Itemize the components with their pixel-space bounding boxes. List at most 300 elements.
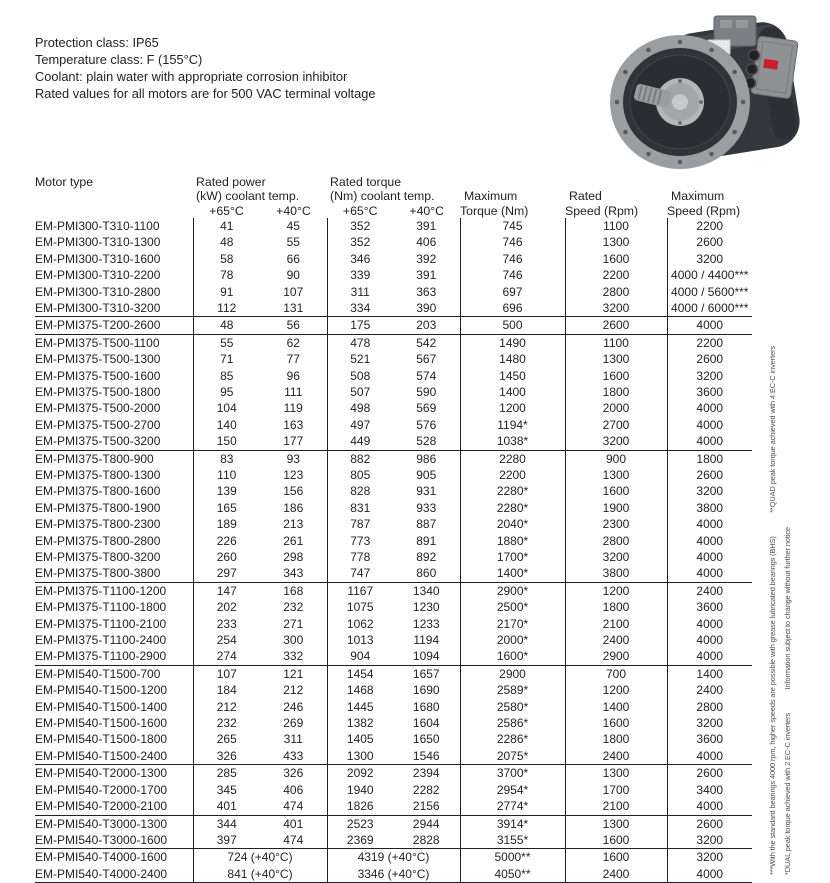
torque-40-cell: 391 xyxy=(416,268,437,283)
torque-40-cell: 1230 xyxy=(412,600,440,615)
rated-speed-cell: 2800 xyxy=(565,284,667,300)
rated-speed-cell: 1700 xyxy=(565,782,667,798)
torque-65-cell: 507 xyxy=(327,384,393,400)
column-header-max-speed: Maximum Speed (Rpm) xyxy=(667,189,741,218)
rated-speed-cell: 2000 xyxy=(565,400,667,416)
motor-type-cell: EM-PMI375-T1100-2900 xyxy=(35,648,193,665)
rated-speed-cell: 2200 xyxy=(565,267,667,283)
torque-65-cell: 773 xyxy=(327,533,393,549)
max-speed-cell: 4000 xyxy=(667,866,752,883)
max-speed-cell: 4000 xyxy=(667,549,752,565)
rated-speed-cell: 1300 xyxy=(565,815,667,832)
power-40-cell: 96 xyxy=(286,368,300,383)
torque-40-cell: 1233 xyxy=(412,616,440,631)
torque-65-cell: 352 xyxy=(327,234,393,250)
motor-group xyxy=(35,815,752,849)
motor-type-cell: EM-PMI540-T1500-1400 xyxy=(35,699,168,714)
rated-speed-cell: 1200 xyxy=(565,582,667,599)
table-row xyxy=(35,549,752,565)
rated-speed-cell: 2100 xyxy=(565,616,667,632)
torque-40-cell: 567 xyxy=(416,352,437,367)
rated-speed-cell: 1600 xyxy=(565,849,667,866)
power-40-cell: 119 xyxy=(283,401,303,416)
rated-speed-cell: 700 xyxy=(565,665,667,682)
motor-spec-table xyxy=(35,175,752,883)
motor-type-cell: EM-PMI540-T2000-1700 xyxy=(35,782,168,797)
torque-40-cell: 576 xyxy=(416,417,437,432)
table-row xyxy=(35,300,752,317)
torque-65-cell: 882 xyxy=(327,450,393,467)
power-40-cell: 300 xyxy=(283,633,304,648)
power-40-cell: 131 xyxy=(260,300,327,317)
power-65-cell: 147 xyxy=(193,582,260,599)
max-speed-cell: 2200 xyxy=(667,218,752,234)
motor-group xyxy=(35,849,752,883)
max-speed-cell: 4000 xyxy=(667,648,752,665)
motor-group xyxy=(35,765,752,815)
rated-torque-cell: 4319 (+40°C) xyxy=(327,849,460,866)
max-speed-cell: 4000 xyxy=(667,317,752,334)
max-speed-cell: 3400 xyxy=(667,782,752,798)
rated-speed-cell: 2400 xyxy=(565,632,667,648)
motor-type-cell: EM-PMI375-T800-3200 xyxy=(35,550,161,565)
max-torque-cell: 1700* xyxy=(460,549,565,565)
max-torque-cell: 1480 xyxy=(460,351,565,367)
torque-65-cell: 1405 xyxy=(327,731,393,747)
power-65-cell: 260 xyxy=(193,549,260,565)
motor-type-cell: EM-PMI375-T1100-1800 xyxy=(35,600,167,615)
torque-40-cell: 2394 xyxy=(412,766,440,781)
coolant-line: Coolant: plain water with appropriate corrosion inhibitor xyxy=(35,69,348,84)
power-40-cell: 121 xyxy=(283,666,304,681)
rated-speed-cell: 1200 xyxy=(565,682,667,698)
power-40-cell: 77 xyxy=(286,352,300,367)
max-torque-cell: 2200 xyxy=(460,467,565,483)
power-40-cell: 186 xyxy=(283,500,304,515)
rated-speed-cell: 2700 xyxy=(565,417,667,433)
torque-65-cell: 339 xyxy=(327,267,393,283)
torque-40-cell: 931 xyxy=(416,484,437,499)
power-65-cell: 401 xyxy=(193,798,260,815)
torque-65-cell: 311 xyxy=(327,284,393,300)
motor-type-cell: EM-PMI300-T310-1100 xyxy=(35,218,160,233)
power-40-cell: 90 xyxy=(286,268,300,283)
max-torque-cell: 4050** xyxy=(460,866,565,883)
rated-speed-cell: 2400 xyxy=(565,866,667,883)
torque-40-cell: 986 xyxy=(416,451,437,466)
power-40-cell: 232 xyxy=(283,600,304,615)
rated-values-line: Rated values for all motors are for 500 VAC terminal voltage xyxy=(35,86,376,101)
rated-speed-cell: 3200 xyxy=(565,300,667,317)
power-40-cell: 406 xyxy=(283,782,304,797)
power-40-cell: 261 xyxy=(283,533,304,548)
torque-65-cell: 521 xyxy=(327,351,393,367)
rated-speed-cell: 1100 xyxy=(565,334,667,351)
table-row xyxy=(35,682,752,698)
power-40-cell: 343 xyxy=(260,565,327,582)
torque-65-cell: 1940 xyxy=(327,782,393,798)
motor-type-cell: EM-PMI540-T2000-2100 xyxy=(35,798,193,815)
torque-40-cell: 933 xyxy=(416,500,437,515)
power-65-cell: 165 xyxy=(193,500,260,516)
max-speed-cell: 1400 xyxy=(667,665,752,682)
table-row xyxy=(35,849,752,866)
table-row xyxy=(35,616,752,632)
torque-65-cell: 2092 xyxy=(327,765,393,782)
torque-65-cell: 508 xyxy=(327,368,393,384)
power-40-cell: 156 xyxy=(283,484,304,499)
max-torque-cell: 2286* xyxy=(460,731,565,747)
torque-40-cell: 2282 xyxy=(412,782,440,797)
table-row xyxy=(35,665,752,682)
max-speed-cell: 2400 xyxy=(667,682,752,698)
torque-65-cell: 787 xyxy=(327,516,393,532)
table-row xyxy=(35,565,752,582)
torque-65-cell: 478 xyxy=(327,334,393,351)
max-speed-cell: 3800 xyxy=(667,500,752,516)
power-65-cell: 226 xyxy=(193,533,260,549)
power-65-cell: 104 xyxy=(193,400,260,416)
max-speed-cell: 4000 xyxy=(667,516,752,532)
max-speed-cell: 4000 / 5600*** xyxy=(667,284,752,300)
torque-40-cell: 891 xyxy=(416,533,437,548)
rated-speed-cell: 1300 xyxy=(565,765,667,782)
torque-40-cell: 590 xyxy=(416,384,437,399)
max-torque-cell: 2900* xyxy=(460,582,565,599)
power-65-cell: 326 xyxy=(193,748,260,765)
max-torque-cell: 2280* xyxy=(460,500,565,516)
power-temp-65-header: +65°C xyxy=(209,203,244,218)
torque-40-cell: 569 xyxy=(416,401,437,416)
table-row xyxy=(35,798,752,815)
power-40-cell: 55 xyxy=(286,235,300,250)
torque-65-cell: 1454 xyxy=(327,665,393,682)
torque-65-cell: 449 xyxy=(327,433,393,450)
max-speed-cell: 2400 xyxy=(667,582,752,599)
power-65-cell: 344 xyxy=(193,815,260,832)
max-speed-cell: 2600 xyxy=(667,765,752,782)
protection-class-line: Protection class: IP65 xyxy=(35,35,159,50)
column-header-motor-type: Motor type xyxy=(35,175,94,189)
power-40-cell: 298 xyxy=(283,550,304,565)
max-torque-cell: 1200 xyxy=(460,400,565,416)
rated-speed-cell: 1300 xyxy=(565,467,667,483)
table-row xyxy=(35,467,752,483)
torque-40-cell: 363 xyxy=(416,284,437,299)
torque-65-cell: 1445 xyxy=(327,699,393,715)
rated-speed-cell: 2600 xyxy=(565,317,667,334)
rated-speed-cell: 2800 xyxy=(565,533,667,549)
torque-40-cell: 887 xyxy=(416,517,437,532)
power-65-cell: 110 xyxy=(193,467,260,483)
rated-speed-cell: 2300 xyxy=(565,516,667,532)
max-torque-cell: 746 xyxy=(460,267,565,283)
power-40-cell: 212 xyxy=(283,683,304,698)
power-65-cell: 345 xyxy=(193,782,260,798)
motor-type-cell: EM-PMI375-T500-2000 xyxy=(35,401,161,416)
motor-type-cell: EM-PMI540-T1500-700 xyxy=(35,666,161,681)
rated-speed-cell: 1600 xyxy=(565,251,667,267)
spec-summary-block xyxy=(35,34,375,102)
torque-40-cell: 1194 xyxy=(413,633,440,648)
torque-temp-40-header: +40°C xyxy=(409,203,445,218)
power-40-cell: 332 xyxy=(260,648,327,665)
torque-65-cell: 1826 xyxy=(327,798,393,815)
max-speed-cell: 4000 xyxy=(667,632,752,648)
motor-type-cell: EM-PMI540-T4000-1600 xyxy=(35,850,168,865)
motor-type-cell: EM-PMI375-T800-2300 xyxy=(35,517,161,532)
max-torque-cell: 1450 xyxy=(460,368,565,384)
max-speed-cell: 3200 xyxy=(667,368,752,384)
torque-65-cell: 831 xyxy=(327,500,393,516)
table-row xyxy=(35,267,752,283)
max-torque-cell: 746 xyxy=(460,234,565,250)
column-header-rated-power: Rated power (kW) coolant temp. +65°C +40°C xyxy=(193,175,327,218)
max-torque-cell: 2954* xyxy=(460,782,565,798)
max-speed-cell: 4000 xyxy=(667,798,752,815)
power-65-cell: 95 xyxy=(193,384,260,400)
power-65-cell: 232 xyxy=(193,715,260,731)
torque-40-cell: 2156 xyxy=(393,798,460,815)
motor-type-cell: EM-PMI540-T1500-2400 xyxy=(35,748,193,765)
max-speed-cell: 4000 xyxy=(667,616,752,632)
power-40-cell: 213 xyxy=(283,517,304,532)
power-40-cell: 326 xyxy=(283,766,304,781)
torque-40-cell: 391 xyxy=(416,218,437,233)
max-torque-cell: 2774* xyxy=(460,798,565,815)
table-row xyxy=(35,765,752,782)
power-40-cell: 269 xyxy=(283,716,304,731)
motor-type-cell: EM-PMI375-T800-2800 xyxy=(35,533,161,548)
torque-65-cell: 2523 xyxy=(327,815,393,832)
table-row xyxy=(35,368,752,384)
max-speed-cell: 2600 xyxy=(667,467,752,483)
max-torque-cell: 500 xyxy=(460,317,565,334)
power-40-cell: 111 xyxy=(284,384,303,399)
table-row xyxy=(35,218,752,234)
torque-40-cell: 1690 xyxy=(412,683,440,698)
rated-speed-cell: 1800 xyxy=(565,731,667,747)
table-row xyxy=(35,866,752,883)
max-torque-cell: 1038* xyxy=(460,433,565,450)
table-row xyxy=(35,632,752,648)
max-speed-cell: 4000 xyxy=(667,748,752,765)
motor-type-cell: EM-PMI375-T1100-2400 xyxy=(35,633,167,648)
power-40-cell: 123 xyxy=(283,467,304,482)
power-65-cell: 285 xyxy=(193,765,260,782)
power-40-cell: 271 xyxy=(283,616,304,631)
power-65-cell: 71 xyxy=(193,351,260,367)
max-speed-cell: 4000 xyxy=(667,400,752,416)
power-40-cell: 474 xyxy=(260,798,327,815)
power-65-cell: 58 xyxy=(193,251,260,267)
rated-speed-cell: 3200 xyxy=(565,433,667,450)
rated-speed-cell: 2400 xyxy=(565,748,667,765)
torque-65-cell: 1167 xyxy=(327,582,393,599)
table-row xyxy=(35,334,752,351)
max-speed-cell: 4000 / 4400*** xyxy=(667,267,752,283)
motor-type-cell: EM-PMI375-T500-3200 xyxy=(35,433,193,450)
power-temp-40-header: +40°C xyxy=(276,203,311,218)
max-torque-cell: 2040* xyxy=(460,516,565,532)
column-header-rated-speed: Rated Speed (Rpm) xyxy=(565,189,639,218)
torque-65-cell: 1062 xyxy=(327,616,393,632)
power-40-cell: 246 xyxy=(283,699,304,714)
motor-type-cell: EM-PMI375-T500-1300 xyxy=(35,352,161,367)
table-row xyxy=(35,832,752,849)
power-65-cell: 83 xyxy=(193,450,260,467)
table-row xyxy=(35,699,752,715)
max-torque-cell: 1194* xyxy=(460,417,565,433)
torque-40-cell: 203 xyxy=(393,317,460,334)
table-row xyxy=(35,433,752,450)
torque-40-cell: 2828 xyxy=(393,832,460,849)
motor-type-cell: EM-PMI375-T800-3800 xyxy=(35,565,193,582)
max-torque-cell: 2900 xyxy=(460,665,565,682)
motor-group xyxy=(35,317,752,334)
power-40-cell: 66 xyxy=(286,251,300,266)
max-speed-cell: 3200 xyxy=(667,832,752,849)
max-torque-cell: 2580* xyxy=(460,699,565,715)
footnote-dual-info: *DUAL peak torque achieved with 2 EC-C inverters Information subject to change without further notice xyxy=(783,527,792,875)
max-torque-cell: 1600* xyxy=(460,648,565,665)
max-torque-cell: 5000** xyxy=(460,849,565,866)
max-speed-cell: 4000 xyxy=(667,565,752,582)
max-speed-cell: 4000 xyxy=(667,533,752,549)
max-torque-cell: 696 xyxy=(460,300,565,317)
torque-65-cell: 334 xyxy=(327,300,393,317)
power-65-cell: 397 xyxy=(193,832,260,849)
table-row xyxy=(35,516,752,532)
motor-type-cell: EM-PMI540-T1500-1600 xyxy=(35,716,168,731)
motor-type-cell: EM-PMI375-T500-1100 xyxy=(35,335,160,350)
motor-photo-svg xyxy=(596,10,816,170)
rated-speed-cell: 2100 xyxy=(565,798,667,815)
motor-group xyxy=(35,665,752,764)
power-65-cell: 78 xyxy=(193,267,260,283)
power-65-cell: 107 xyxy=(193,665,260,682)
table-row xyxy=(35,782,752,798)
torque-40-cell: 2944 xyxy=(412,816,440,831)
max-speed-cell: 2600 xyxy=(667,234,752,250)
max-torque-cell: 1880* xyxy=(460,533,565,549)
power-65-cell: 139 xyxy=(193,483,260,499)
torque-65-cell: 2369 xyxy=(327,832,393,849)
motor-group xyxy=(35,582,752,665)
power-40-cell: 401 xyxy=(283,816,304,831)
motor-type-cell: EM-PMI300-T310-2200 xyxy=(35,268,161,283)
rated-speed-cell: 1400 xyxy=(565,699,667,715)
table-row xyxy=(35,351,752,367)
motor-type-cell: EM-PMI375-T1100-2100 xyxy=(35,616,167,631)
power-65-cell: 140 xyxy=(193,417,260,433)
table-row xyxy=(35,483,752,499)
motor-type-cell: EM-PMI540-T1500-1200 xyxy=(35,683,168,698)
motor-type-cell: EM-PMI540-T3000-1600 xyxy=(35,832,193,849)
rated-speed-cell: 1800 xyxy=(565,384,667,400)
column-header-rated-torque: Rated torque (Nm) coolant temp. +65°C +40°C xyxy=(327,175,460,218)
torque-40-cell: 1340 xyxy=(412,583,440,598)
torque-65-cell: 497 xyxy=(327,417,393,433)
motor-type-cell: EM-PMI375-T200-2600 xyxy=(35,317,193,334)
max-torque-cell: 3914* xyxy=(460,815,565,832)
max-speed-cell: 3200 xyxy=(667,251,752,267)
max-speed-cell: 3600 xyxy=(667,731,752,747)
power-40-cell: 45 xyxy=(286,218,300,233)
rated-speed-cell: 1800 xyxy=(565,599,667,615)
torque-40-cell: 574 xyxy=(416,368,437,383)
motor-front-flange xyxy=(610,35,750,169)
power-40-cell: 168 xyxy=(283,583,304,598)
max-speed-cell: 4000 / 6000*** xyxy=(667,300,752,317)
power-65-cell: 48 xyxy=(193,317,260,334)
column-header-max-torque: Maximum Torque (Nm) xyxy=(460,189,529,218)
torque-65-cell: 1075 xyxy=(327,599,393,615)
torque-40-cell: 860 xyxy=(393,565,460,582)
max-torque-cell: 2170* xyxy=(460,616,565,632)
power-40-cell: 93 xyxy=(286,451,300,466)
power-65-cell: 297 xyxy=(193,565,260,582)
max-torque-cell: 2075* xyxy=(460,748,565,765)
max-speed-cell: 3600 xyxy=(667,384,752,400)
max-speed-cell: 2800 xyxy=(667,699,752,715)
power-65-cell: 184 xyxy=(193,682,260,698)
rated-torque-cell: 3346 (+40°C) xyxy=(327,866,460,883)
torque-40-cell: 1650 xyxy=(412,732,440,747)
max-torque-cell: 746 xyxy=(460,251,565,267)
rated-speed-cell: 1100 xyxy=(565,218,667,234)
motor-type-cell: EM-PMI300-T310-3200 xyxy=(35,300,193,317)
torque-65-cell: 498 xyxy=(327,400,393,416)
max-speed-cell: 3600 xyxy=(667,599,752,615)
motor-type-cell: EM-PMI375-T500-2700 xyxy=(35,417,161,432)
torque-40-cell: 1546 xyxy=(393,748,460,765)
torque-40-cell: 528 xyxy=(393,433,460,450)
max-speed-cell: 4000 xyxy=(667,417,752,433)
max-speed-cell: 2600 xyxy=(667,351,752,367)
rated-speed-cell: 1600 xyxy=(565,483,667,499)
motor-type-cell: EM-PMI375-T500-1600 xyxy=(35,368,161,383)
max-torque-cell: 1490 xyxy=(460,334,565,351)
cable-gland-icon xyxy=(748,49,760,61)
table-row xyxy=(35,450,752,467)
power-65-cell: 254 xyxy=(193,632,260,648)
torque-65-cell: 778 xyxy=(327,549,393,565)
footnote-bearings-quad: ***With the standard bearings 4000 rpm, higher speeds are possible with grease lubricated bearings (BHS) **QUAD peak torque achieved with 4 EC-C inverters xyxy=(768,345,777,875)
max-torque-cell: 2589* xyxy=(460,682,565,698)
power-40-cell: 474 xyxy=(260,832,327,849)
power-65-cell: 112 xyxy=(193,300,260,317)
motor-group xyxy=(35,450,752,582)
table-row xyxy=(35,251,752,267)
torque-65-cell: 805 xyxy=(327,467,393,483)
max-speed-cell: 4000 xyxy=(667,433,752,450)
torque-40-cell: 392 xyxy=(416,251,437,266)
torque-65-cell: 747 xyxy=(327,565,393,582)
torque-40-cell: 892 xyxy=(416,550,437,565)
motor-type-cell: EM-PMI540-T3000-1300 xyxy=(35,816,168,831)
motor-type-cell: EM-PMI300-T310-1600 xyxy=(35,251,161,266)
motor-type-cell: EM-PMI540-T1500-1800 xyxy=(35,732,168,747)
table-row xyxy=(35,648,752,665)
torque-temp-65-header: +65°C xyxy=(342,203,378,218)
torque-65-cell: 346 xyxy=(327,251,393,267)
motor-group xyxy=(35,334,752,450)
table-header xyxy=(35,175,752,218)
table-row xyxy=(35,715,752,731)
motor-type-cell: EM-PMI300-T310-2800 xyxy=(35,284,161,299)
power-65-cell: 55 xyxy=(193,334,260,351)
